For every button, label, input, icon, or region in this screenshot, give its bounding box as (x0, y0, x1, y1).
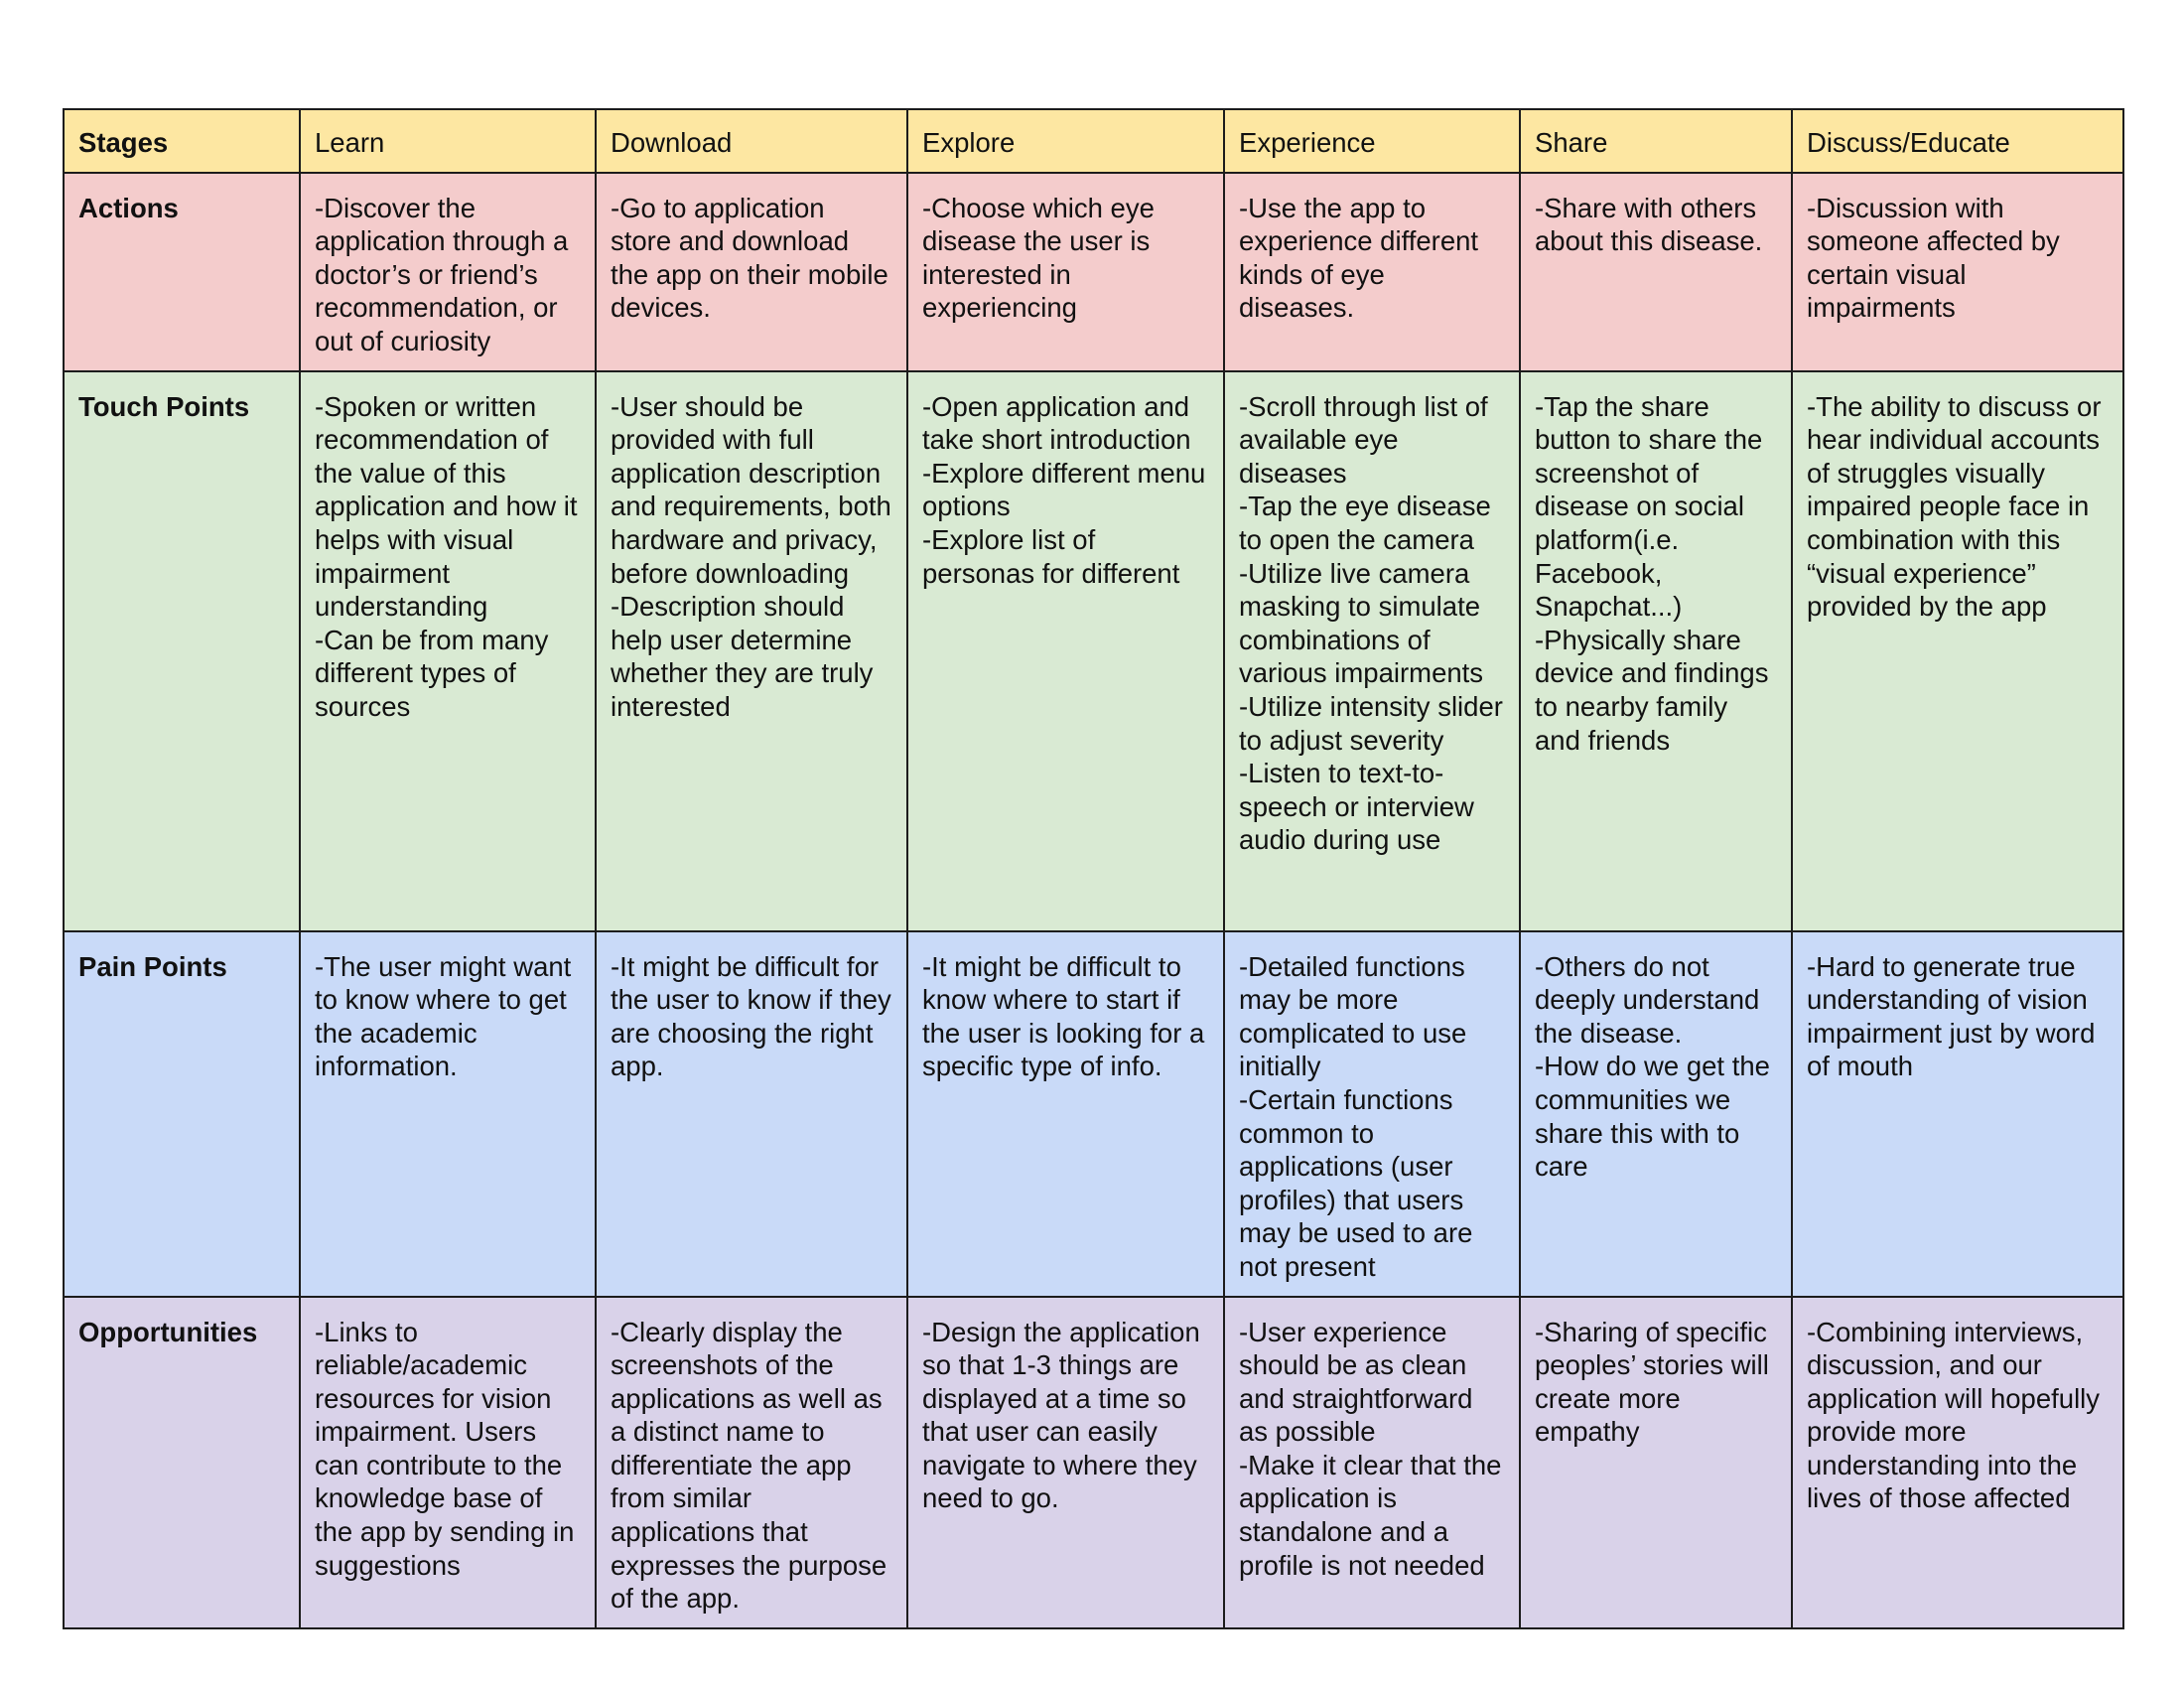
actions-share-cell: -Share with others about this disease. (1520, 173, 1792, 371)
pain-points-discuss-cell: -Hard to generate true understanding of vision impairment just by word of mouth (1792, 931, 2123, 1297)
actions-learn-cell: -Discover the application through a doctor’s or friend’s recommendation, or out of curiosity (300, 173, 596, 371)
opportunities-download-cell: -Clearly display the screenshots of the applications as well as a distinct name to differentiate the app from similar applications that expresses the purpose of the app. (596, 1297, 907, 1628)
pain-points-row (64, 931, 2123, 1297)
opportunities-experience-cell: -User experience should be as clean and straightforward as possible -Make it clear that the application is standalone and a profile is not needed (1224, 1297, 1520, 1628)
pain-points-experience-cell: -Detailed functions may be more complicated to use initially -Certain functions common to applications (user profiles) that users may be used to are not present (1224, 931, 1520, 1297)
actions-discuss-cell: -Discussion with someone affected by certain visual impairments (1792, 173, 2123, 371)
opportunities-label: Opportunities (64, 1297, 300, 1628)
stage-experience: Experience (1224, 109, 1520, 173)
pain-points-label: Pain Points (64, 931, 300, 1297)
opportunities-discuss-cell: -Combining interviews, discussion, and our application will hopefully provide more understanding into the lives of those affected (1792, 1297, 2123, 1628)
actions-download-cell: -Go to application store and download the app on their mobile devices. (596, 173, 907, 371)
touch-points-label: Touch Points (64, 371, 300, 931)
pain-points-download-cell: -It might be difficult for the user to know if they are choosing the right app. (596, 931, 907, 1297)
pain-points-explore-cell: -It might be difficult to know where to start if the user is looking for a specific type of info. (907, 931, 1224, 1297)
actions-experience-cell: -Use the app to experience different kinds of eye diseases. (1224, 173, 1520, 371)
pain-points-learn-cell: -The user might want to know where to get the academic information. (300, 931, 596, 1297)
stage-download: Download (596, 109, 907, 173)
opportunities-row (64, 1297, 2123, 1628)
stages-label: Stages (64, 109, 300, 173)
touch-points-row (64, 371, 2123, 931)
stages-row (64, 109, 2123, 173)
actions-row (64, 173, 2123, 371)
touch-points-experience-cell: -Scroll through list of available eye diseases -Tap the eye disease to open the camera -Utilize live camera masking to simulate combinations of various impairments -Utilize intensity slider to adjust severity -Listen to text-to-speech or interview audio during use (1224, 371, 1520, 931)
stage-discuss-educate: Discuss/Educate (1792, 109, 2123, 173)
stage-explore: Explore (907, 109, 1224, 173)
opportunities-explore-cell: -Design the application so that 1-3 things are displayed at a time so that user can easily navigate to where they need to go. (907, 1297, 1224, 1628)
opportunities-learn-cell: -Links to reliable/academic resources for vision impairment. Users can contribute to the knowledge base of the app by sending in suggestions (300, 1297, 596, 1628)
touch-points-learn-cell: -Spoken or written recommendation of the value of this application and how it helps with visual impairment understanding -Can be from many different types of sources (300, 371, 596, 931)
stage-share: Share (1520, 109, 1792, 173)
touch-points-discuss-cell: -The ability to discuss or hear individual accounts of struggles visually impaired people face in combination with this “visual experience” provided by the app (1792, 371, 2123, 931)
pain-points-share-cell: -Others do not deeply understand the disease. -How do we get the communities we share this with to care (1520, 931, 1792, 1297)
touch-points-download-cell: -User should be provided with full application description and requirements, both hardware and privacy, before downloading -Description should help user determine whether they are truly interested (596, 371, 907, 931)
opportunities-share-cell: -Sharing of specific peoples’ stories will create more empathy (1520, 1297, 1792, 1628)
journey-map-table (63, 108, 2124, 1629)
actions-explore-cell: -Choose which eye disease the user is interested in experiencing (907, 173, 1224, 371)
touch-points-share-cell: -Tap the share button to share the screenshot of disease on social platform(i.e. Facebook, Snapchat...) -Physically share device and findings to nearby family and friends (1520, 371, 1792, 931)
touch-points-explore-cell: -Open application and take short introduction -Explore different menu options -Explore list of personas for different (907, 371, 1224, 931)
stage-learn: Learn (300, 109, 596, 173)
actions-label: Actions (64, 173, 300, 371)
